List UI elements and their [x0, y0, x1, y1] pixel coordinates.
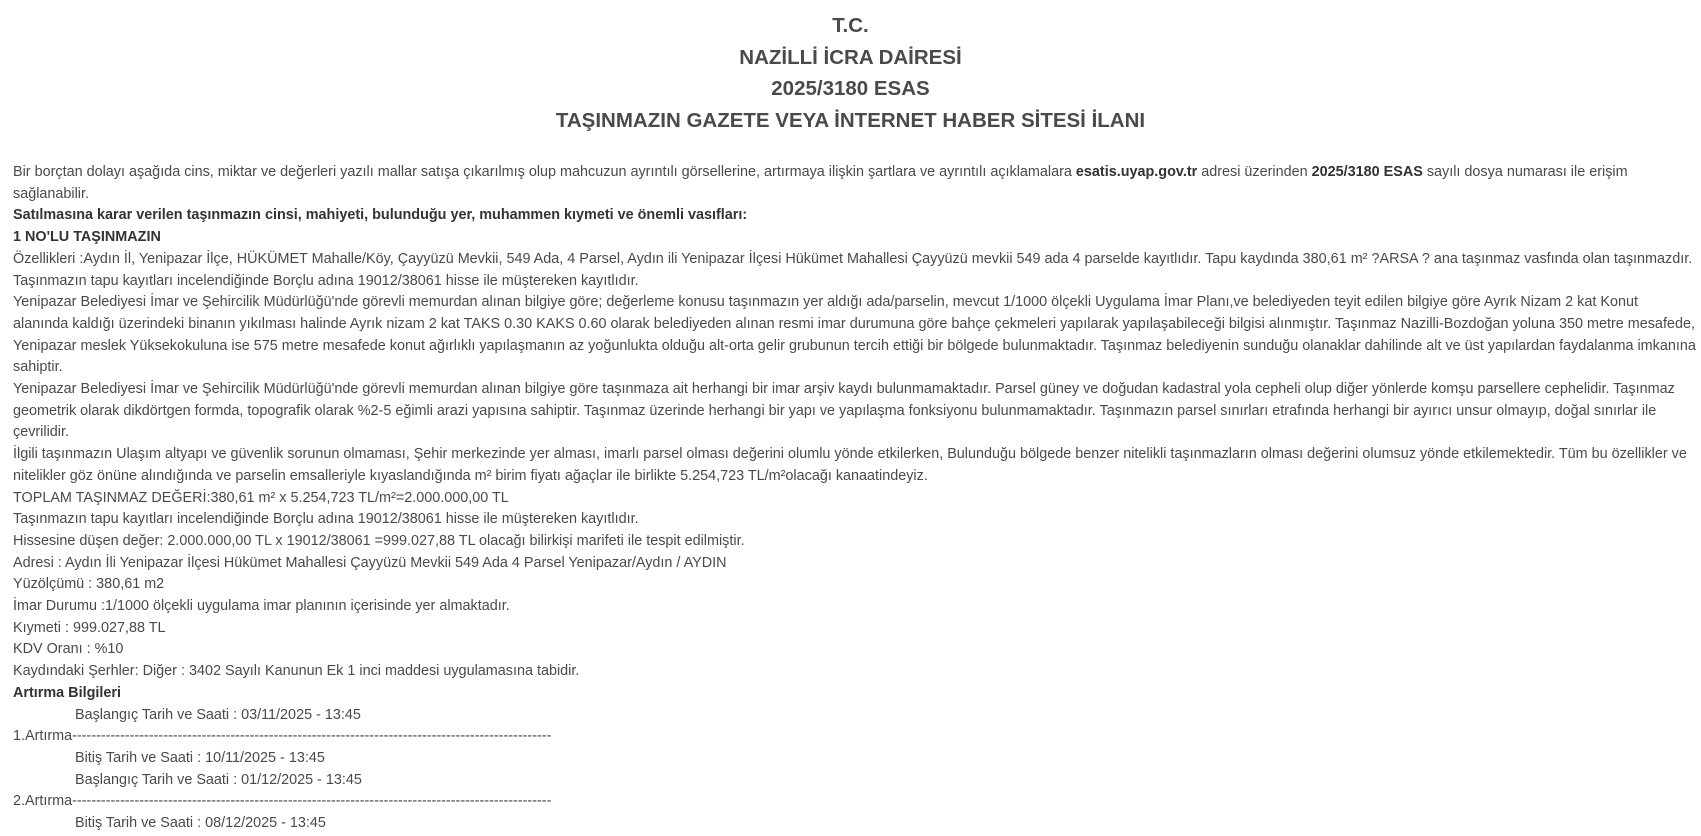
auction-end: Bitiş Tarih ve Saati : 08/12/2025 - 13:45 [75, 815, 326, 832]
header-file-number: 2025/3180 ESAS [771, 77, 930, 100]
property-features: Özellikleri :Aydın İl, Yenipazar İlçe, HÜKÜMET Mahalle/Köy, Çayyüzü Mevkii, 549 Ada, 4 Parsel, Aydın ili Yenipazar İlçesi Hükümet Mahallesi Çayyüzü mevkii 549 ada 4 parselde kayıtlıdır. Tapu kaydında 380,61 m² ?ARSA ? ana taşınmaz vasfında olan taşınmazdır. Taşınmazın tapu kayıtları incelendiğinde Borçlu adına 19012/38061 hisse ile müştereken kayıtlıdır. [13, 250, 1693, 289]
auction-end: Bitiş Tarih ve Saati : 10/11/2025 - 13:45 [75, 749, 325, 766]
section-title: Satılmasına karar verilen taşınmazın cinsi, mahiyeti, bulunduğu yer, muhammen kıymeti ve önemli vasıfları: [13, 207, 748, 224]
annotations: Kaydındaki Şerhler: Diğer : 3402 Sayılı Kanunun Ek 1 inci maddesi uygulamasına tabidir. [13, 663, 580, 680]
property-title: 1 NO'LU TAŞINMAZIN [13, 229, 161, 246]
vat-rate: KDV Oranı : %10 [13, 641, 124, 658]
surface-area: Yüzölçümü : 380,61 m2 [13, 576, 165, 593]
esatis-site: esatis.uyap.gov.tr [1075, 164, 1198, 180]
archive-info: Yenipazar Belediyesi İmar ve Şehircilik Müdürlüğü'nde görevli memurdan alınan bilgiye göre taşınmaza ait herhangi bir imar arşiv kaydı bulunmamaktadır. Parsel güney ve doğudan kadastral yola cepheli olup diğer yönlerde komşu parsellere cephelidir. Taşınmaz geometrik olarak dikdörtgen formda, topografik olarak %2-5 eğimli arazi yapısına sahiptir. Taşınmaz üzerinde herhangi bir yapı ve yapılaşma fonksiyonu bulunmamaktadır. Taşınmazın parsel sınırları etrafında herhangi bir ayırıcı unsur olmayıp, doğal sınırlar ile çevrilidir. [13, 381, 1675, 441]
share-value: Hissesine düşen değer: 2.000.000,00 TL x 19012/38061 =999.027,88 TL olacağı bilirkişi marifeti ile tespit edilmiştir. [13, 532, 745, 549]
appraised-value: Kıymeti : 999.027,88 TL [13, 619, 166, 636]
file-number: 2025/3180 ESAS [1311, 164, 1423, 180]
divider: ---------------------------------------------------------------------------------------------------- [72, 728, 552, 745]
auction-start: Başlangıç Tarih ve Saati : 01/12/2025 - 13:45 [75, 771, 362, 788]
auction-start: Başlangıç Tarih ve Saati : 03/11/2025 - 13:45 [75, 706, 361, 723]
header-notice-title: TAŞINMAZIN GAZETE VEYA İNTERNET HABER SİTESİ İLANI [555, 108, 1146, 132]
total-value: TOPLAM TAŞINMAZ DEĞERİ:380,61 m² x 5.254,723 TL/m²=2.000.000,00 TL [13, 489, 509, 506]
divider: ---------------------------------------------------------------------------------------------------- [72, 793, 552, 810]
auction-label: 1.Artırma [13, 728, 73, 745]
auction-round-2 [13, 770, 1696, 835]
address: Adresi : Aydın İli Yenipazar İlçesi Hükümet Mahallesi Çayyüzü Mevkii 549 Ada 4 Parsel Yenipazar/Aydın / AYDIN [13, 554, 727, 571]
intro-paragraph: Bir borçtan dolayı aşağıda cins, miktar ve değerleri yazılı mallar satışa çıkarılmış olup mahcuzun ayrıntılı görsellerine, artırmaya ilişkin şartlara ve ayrıntılı açıklamalara esatis.uyap.gov.tr adresi üzerinden 2025/3180 ESAS sayılı dosya numarası ile erişim sağlanabilir. [13, 164, 1628, 202]
valuation-info: İlgili taşınmazın Ulaşım altyapı ve güvenlik sorunun olmaması, Şehir merkezinde yer alması, imarlı parsel olması değerini olumlu yönde etkilerken, Bulunduğu bölgede benzer nitelikli taşınmazların olması değerini olumsuz yönde etkilemektedir. Tüm bu özellikler ve nitelikler göz önüne alındığında ve parselin emsalleriyle kıyaslandığında m² birim fiyatı ağaçlar ile birlikte 5.254,723 TL/m²olacağı kanaatindeyiz. [13, 446, 1687, 484]
auction-title: Artırma Bilgileri [13, 684, 121, 701]
auction-round-1 [13, 705, 1696, 770]
notice-body [13, 162, 1696, 835]
zoning-status: İmar Durumu :1/1000 ölçekli uygulama imar planının içerisinde yer almaktadır. [13, 598, 510, 615]
notice-header [0, 0, 1701, 136]
zoning-info: Yenipazar Belediyesi İmar ve Şehircilik Müdürlüğü'nde görevli memurdan alınan bilgiye göre; değerleme konusu taşınmazın yer aldığı ada/parselin, mevcut 1/1000 ölçekli Uygulama İmar Planı,ve belediyeden teyit edilen bilgiye göre Ayrık Nizam 2 kat Konut alanında kaldığı üzerindeki binanın yıkılması halinde Ayrık nizam 2 kat TAKS 0.30 KAKS 0.60 olarak belediyeden alınan resmi imar durumuna göre bahçe çekmeleri yapılarak yapılaşabileceği bilgisi alınmıştır. Taşınmaz Nazilli-Bozdoğan yoluna 350 metre mesafede, Yenipazar meslek Yüksekokuluna ise 575 metre mesafede konut ağırlıklı yapılaşmanın az yoğunlukta olduğu alt-orta gelir grubunun tercih ettiği bir bölgede bulunmaktadır. Taşınmaz belediyenin sunduğu olanaklar dahilinde alt ve üst yapılardan faydalanma imkanına sahiptir. [13, 294, 1696, 376]
auction-label: 2.Artırma [13, 793, 73, 810]
header-office: NAZİLLİ İCRA DAİRESİ [739, 45, 962, 69]
header-line-tc: T.C. [832, 14, 869, 37]
title-deed-info: Taşınmazın tapu kayıtları incelendiğinde Borçlu adına 19012/38061 hisse ile müştereken kayıtlıdır. [13, 511, 639, 528]
